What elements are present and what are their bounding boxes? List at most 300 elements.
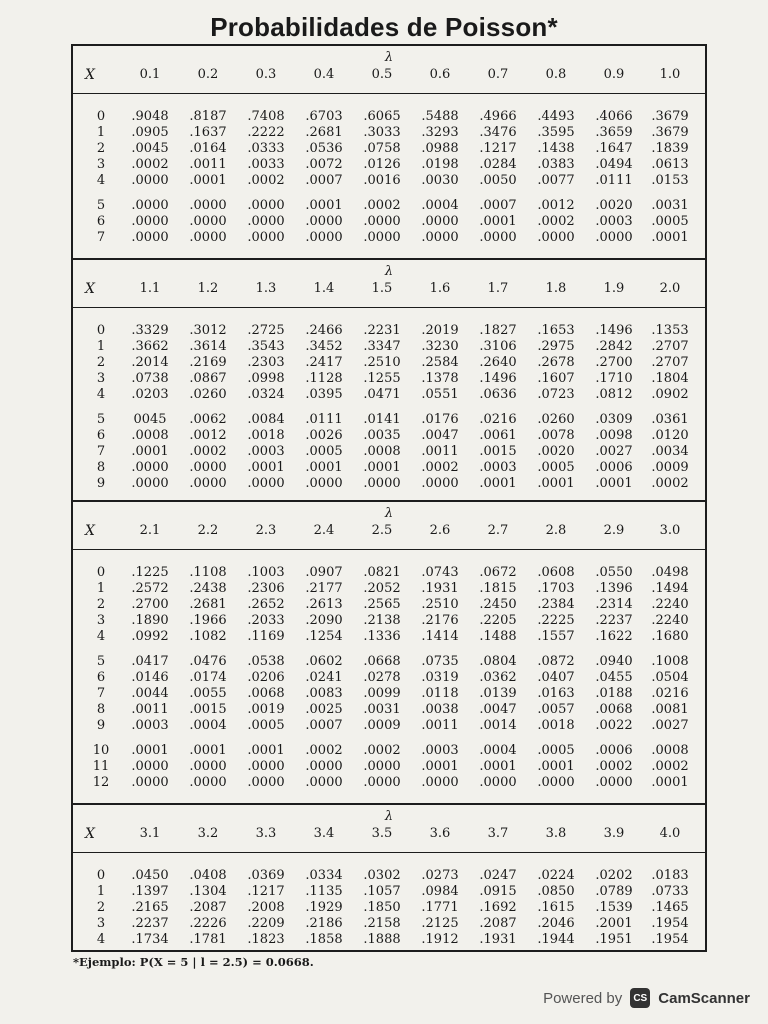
probability-cell: .0001	[189, 173, 227, 188]
probability-cell: .0000	[363, 759, 401, 774]
probability-cell: .1703	[537, 581, 575, 596]
probability-cell: .2450	[479, 597, 517, 612]
probability-cell: .1931	[421, 581, 459, 596]
table-row	[73, 198, 705, 214]
probability-cell: .0120	[651, 428, 689, 443]
probability-cell: .0636	[479, 387, 517, 402]
probability-cell: .0361	[651, 412, 689, 427]
probability-cell: .1839	[651, 141, 689, 156]
probability-cell: .0241	[305, 670, 343, 685]
probability-cell: .0613	[651, 157, 689, 172]
x-value: 0	[96, 565, 106, 580]
probability-cell: .2417	[305, 355, 343, 370]
probability-cell: .9048	[131, 109, 169, 124]
probability-cell: .2176	[421, 613, 459, 628]
probability-cell: .3452	[305, 339, 343, 354]
probability-cell: .0000	[421, 214, 459, 229]
probability-cell: .0988	[421, 141, 459, 156]
probability-cell: .0000	[247, 759, 285, 774]
probability-cell: .0476	[189, 654, 227, 669]
probability-cell: .0015	[479, 444, 517, 459]
probability-cell: .0188	[595, 686, 633, 701]
probability-cell: .2125	[421, 916, 459, 931]
probability-cell: .0163	[537, 686, 575, 701]
probability-cell: .7408	[247, 109, 285, 124]
probability-cell: .2033	[247, 613, 285, 628]
lambda-value: 3.5	[371, 826, 393, 841]
probability-cell: .0504	[651, 670, 689, 685]
probability-cell: .0026	[305, 428, 343, 443]
table-row	[73, 230, 705, 246]
header-divider	[73, 852, 705, 853]
probability-cell: .0011	[421, 444, 459, 459]
lambda-value: 2.8	[545, 523, 567, 538]
probability-cell: .0867	[189, 371, 227, 386]
probability-cell: .0471	[363, 387, 401, 402]
probability-cell: .1929	[305, 900, 343, 915]
probability-cell: .2725	[247, 323, 285, 338]
probability-cell: .0002	[189, 444, 227, 459]
probability-cell: .1781	[189, 932, 227, 947]
probability-cell: .0098	[595, 428, 633, 443]
probability-cell: .0260	[537, 412, 575, 427]
probability-cell: .0020	[595, 198, 633, 213]
probability-cell: .0062	[189, 412, 227, 427]
probability-cell: .0812	[595, 387, 633, 402]
probability-cell: .1353	[651, 323, 689, 338]
lambda-value: 4.0	[659, 826, 681, 841]
x-value: 0	[96, 109, 106, 124]
x-value: 7	[96, 444, 106, 459]
powered-by-text: Powered by	[543, 989, 623, 1007]
probability-cell: .0608	[537, 565, 575, 580]
probability-cell: .0068	[595, 702, 633, 717]
probability-cell: .0009	[651, 460, 689, 475]
probability-cell: .2186	[305, 916, 343, 931]
probability-cell: .0998	[247, 371, 285, 386]
footnote: *Ejemplo: P(X = 5 | l = 2.5) = 0.0668.	[73, 955, 314, 969]
probability-cell: .6703	[305, 109, 343, 124]
probability-cell: .0278	[363, 670, 401, 685]
probability-cell: .0498	[651, 565, 689, 580]
probability-cell: .1771	[421, 900, 459, 915]
lambda-value: 1.7	[487, 281, 509, 296]
lambda-value: 2.2	[197, 523, 219, 538]
probability-cell: .1008	[651, 654, 689, 669]
probability-cell: .0001	[537, 476, 575, 491]
row-group	[73, 109, 705, 189]
probability-cell: .0000	[595, 775, 633, 790]
table-row	[73, 460, 705, 476]
probability-cell: .2231	[363, 323, 401, 338]
probability-cell: .0000	[131, 214, 169, 229]
probability-cell: .2226	[189, 916, 227, 931]
probability-cell: .1108	[189, 565, 227, 580]
probability-cell: .0000	[189, 476, 227, 491]
probability-cell: .2510	[421, 597, 459, 612]
lambda-header-row	[73, 278, 705, 300]
probability-cell: .2138	[363, 613, 401, 628]
lambda-value: 2.0	[659, 281, 681, 296]
probability-cell: .2303	[247, 355, 285, 370]
probability-cell: .0203	[131, 387, 169, 402]
probability-cell: .0001	[305, 460, 343, 475]
probability-cell: .0821	[363, 565, 401, 580]
probability-cell: .0001	[305, 198, 343, 213]
probability-cell: .0027	[651, 718, 689, 733]
camscanner-name: CamScanner	[658, 989, 750, 1007]
probability-cell: .0984	[421, 884, 459, 899]
probability-cell: .0202	[595, 868, 633, 883]
probability-cell: .1966	[189, 613, 227, 628]
x-column-label: X	[85, 523, 95, 539]
probability-cell: .0068	[247, 686, 285, 701]
probability-cell: .0738	[131, 371, 169, 386]
probability-cell: .0907	[305, 565, 343, 580]
x-value: 5	[96, 412, 106, 427]
probability-cell: .2169	[189, 355, 227, 370]
probability-cell: .0000	[131, 775, 169, 790]
probability-cell: .0018	[247, 428, 285, 443]
x-value: 4	[96, 173, 106, 188]
probability-cell: .0198	[421, 157, 459, 172]
probability-cell: .0081	[651, 702, 689, 717]
probability-cell: .0000	[131, 460, 169, 475]
lambda-value: 0.8	[545, 67, 567, 82]
probability-cell: .0000	[363, 775, 401, 790]
probability-cell: .1710	[595, 371, 633, 386]
probability-cell: .0850	[537, 884, 575, 899]
probability-cell: .0000	[131, 198, 169, 213]
probability-cell: .1890	[131, 613, 169, 628]
probability-cell: .0083	[305, 686, 343, 701]
x-value: 3	[96, 916, 106, 931]
table-row	[73, 412, 705, 428]
x-value: 9	[96, 476, 106, 491]
probability-cell: .0872	[537, 654, 575, 669]
table-row	[73, 868, 705, 884]
table-section	[73, 803, 705, 955]
probability-cell: .3230	[421, 339, 459, 354]
probability-cell: .0111	[595, 173, 633, 188]
probability-cell: .0273	[421, 868, 459, 883]
probability-cell: .0216	[651, 686, 689, 701]
x-value: 1	[96, 125, 106, 140]
probability-cell: .2087	[189, 900, 227, 915]
probability-cell: .0022	[595, 718, 633, 733]
lambda-value: 2.1	[139, 523, 161, 538]
lambda-symbol: λ	[384, 809, 394, 824]
probability-cell: .2001	[595, 916, 633, 931]
probability-cell: .1858	[305, 932, 343, 947]
lambda-header-row	[73, 64, 705, 86]
probability-cell: .0668	[363, 654, 401, 669]
probability-cell: .2584	[421, 355, 459, 370]
lambda-value: 1.1	[139, 281, 161, 296]
probability-cell: .0006	[595, 743, 633, 758]
probability-cell: .0602	[305, 654, 343, 669]
probability-cell: .0000	[131, 173, 169, 188]
lambda-value: 0.7	[487, 67, 509, 82]
probability-cell: .2678	[537, 355, 575, 370]
x-value: 2	[96, 355, 106, 370]
table-row	[73, 613, 705, 629]
x-value: 2	[96, 597, 106, 612]
probability-cell: .0001	[479, 759, 517, 774]
probability-cell: .2681	[305, 125, 343, 140]
probability-cell: .2681	[189, 597, 227, 612]
lambda-value: 2.7	[487, 523, 509, 538]
probability-cell: .2240	[651, 613, 689, 628]
lambda-value: 3.1	[139, 826, 161, 841]
table-row	[73, 323, 705, 339]
probability-cell: .0126	[363, 157, 401, 172]
probability-cell: .0000	[247, 214, 285, 229]
probability-cell: .0000	[305, 775, 343, 790]
probability-cell: .0000	[537, 230, 575, 245]
probability-cell: .0003	[479, 460, 517, 475]
probability-cell: .0319	[421, 670, 459, 685]
probability-cell: .0407	[537, 670, 575, 685]
probability-cell: .0044	[131, 686, 169, 701]
probability-cell: .5488	[421, 109, 459, 124]
probability-cell: .0000	[421, 775, 459, 790]
probability-cell: .0550	[595, 565, 633, 580]
probability-cell: .1496	[595, 323, 633, 338]
probability-cell: .0031	[363, 702, 401, 717]
probability-cell: .2222	[247, 125, 285, 140]
probability-cell: .0000	[305, 214, 343, 229]
probability-cell: .2165	[131, 900, 169, 915]
lambda-value: 2.9	[603, 523, 625, 538]
probability-cell: .2572	[131, 581, 169, 596]
probability-cell: .3679	[651, 109, 689, 124]
x-value: 3	[96, 613, 106, 628]
probability-cell: .4966	[479, 109, 517, 124]
probability-cell: .1169	[247, 629, 285, 644]
probability-cell: .0905	[131, 125, 169, 140]
lambda-value: 3.7	[487, 826, 509, 841]
probability-cell: .2177	[305, 581, 343, 596]
probability-cell: .1539	[595, 900, 633, 915]
probability-cell: .0743	[421, 565, 459, 580]
probability-cell: .0008	[363, 444, 401, 459]
probability-cell: .0334	[305, 868, 343, 883]
probability-cell: .0260	[189, 387, 227, 402]
probability-cell: .2652	[247, 597, 285, 612]
lambda-value: 3.2	[197, 826, 219, 841]
probability-cell: .0153	[651, 173, 689, 188]
probability-cell: .2237	[131, 916, 169, 931]
table-row	[73, 476, 705, 492]
probability-cell: .0011	[189, 157, 227, 172]
probability-cell: .2707	[651, 355, 689, 370]
probability-cell: .2306	[247, 581, 285, 596]
probability-cell: .0362	[479, 670, 517, 685]
probability-cell: .0174	[189, 670, 227, 685]
probability-cell: .0000	[363, 214, 401, 229]
probability-cell: .1804	[651, 371, 689, 386]
table-row	[73, 900, 705, 916]
probability-cell: .0027	[595, 444, 633, 459]
lambda-value: 2.5	[371, 523, 393, 538]
lambda-value: 3.6	[429, 826, 451, 841]
probability-cell: .0001	[247, 743, 285, 758]
probability-cell: .0007	[305, 173, 343, 188]
probability-cell: .0309	[595, 412, 633, 427]
probability-cell: .0000	[247, 775, 285, 790]
probability-cell: .0216	[479, 412, 517, 427]
table-row	[73, 702, 705, 718]
probability-cell: .1496	[479, 371, 517, 386]
probability-cell: .1692	[479, 900, 517, 915]
probability-cell: .1944	[537, 932, 575, 947]
probability-cell: .0111	[305, 412, 343, 427]
lambda-header-row	[73, 823, 705, 845]
probability-cell: .0016	[363, 173, 401, 188]
probability-cell: .2510	[363, 355, 401, 370]
probability-cell: .3106	[479, 339, 517, 354]
probability-cell: .0002	[421, 460, 459, 475]
probability-cell: .2438	[189, 581, 227, 596]
probability-cell: .0735	[421, 654, 459, 669]
probability-cell: .4493	[537, 109, 575, 124]
probability-cell: .0002	[651, 476, 689, 491]
table-row	[73, 157, 705, 173]
probability-cell: .2466	[305, 323, 343, 338]
lambda-value: 1.9	[603, 281, 625, 296]
probability-cell: .0450	[131, 868, 169, 883]
probability-cell: .8187	[189, 109, 227, 124]
page-title: Probabilidades de Poisson*	[210, 12, 558, 42]
probability-cell: .0005	[305, 444, 343, 459]
probability-cell: .0000	[247, 198, 285, 213]
probability-cell: .0057	[537, 702, 575, 717]
probability-cell: .1615	[537, 900, 575, 915]
probability-cell: .0001	[189, 743, 227, 758]
probability-cell: .1082	[189, 629, 227, 644]
probability-cell: .0333	[247, 141, 285, 156]
probability-cell: .0001	[595, 476, 633, 491]
table-row	[73, 686, 705, 702]
x-value: 2	[96, 141, 106, 156]
probability-cell: .0008	[651, 743, 689, 758]
probability-cell: .2019	[421, 323, 459, 338]
probability-cell: .0084	[247, 412, 285, 427]
table-row	[73, 339, 705, 355]
probability-cell: .0455	[595, 670, 633, 685]
x-value: 7	[96, 230, 106, 245]
probability-cell: .0038	[421, 702, 459, 717]
probability-cell: .0551	[421, 387, 459, 402]
probability-cell: .1888	[363, 932, 401, 947]
table-row	[73, 654, 705, 670]
lambda-value: 1.5	[371, 281, 393, 296]
probability-cell: .0369	[247, 868, 285, 883]
probability-cell: .0000	[247, 476, 285, 491]
probability-cell: .0001	[651, 230, 689, 245]
probability-cell: .2975	[537, 339, 575, 354]
probability-cell: .2008	[247, 900, 285, 915]
table-row	[73, 932, 705, 948]
probability-cell: .1680	[651, 629, 689, 644]
table-row	[73, 444, 705, 460]
x-value: 1	[96, 339, 106, 354]
probability-cell: .4066	[595, 109, 633, 124]
lambda-value: 2.6	[429, 523, 451, 538]
probability-cell: .0395	[305, 387, 343, 402]
probability-cell: .0003	[595, 214, 633, 229]
probability-cell: .0536	[305, 141, 343, 156]
lambda-value: 3.9	[603, 826, 625, 841]
probability-cell: .1951	[595, 932, 633, 947]
probability-cell: .1647	[595, 141, 633, 156]
probability-cell: .0034	[651, 444, 689, 459]
probability-cell: .1057	[363, 884, 401, 899]
table-row	[73, 141, 705, 157]
probability-cell: .1128	[305, 371, 343, 386]
probability-cell: .0324	[247, 387, 285, 402]
probability-cell: .1396	[595, 581, 633, 596]
probability-cell: .2384	[537, 597, 575, 612]
probability-cell: .0284	[479, 157, 517, 172]
probability-cell: .0005	[247, 718, 285, 733]
probability-cell: .0001	[479, 476, 517, 491]
table-row	[73, 884, 705, 900]
probability-cell: .0004	[479, 743, 517, 758]
x-column-label: X	[85, 281, 95, 297]
x-value: 8	[96, 460, 106, 475]
probability-cell: .0047	[421, 428, 459, 443]
row-group	[73, 868, 705, 948]
probability-cell: .1254	[305, 629, 343, 644]
probability-cell: .2640	[479, 355, 517, 370]
lambda-value: 0.1	[139, 67, 161, 82]
probability-cell: .0000	[479, 230, 517, 245]
probability-cell: .0940	[595, 654, 633, 669]
probability-cell: .2052	[363, 581, 401, 596]
probability-cell: .0006	[595, 460, 633, 475]
probability-cell: .0000	[189, 460, 227, 475]
probability-cell: .0224	[537, 868, 575, 883]
x-value: 3	[96, 371, 106, 386]
probability-cell: .0723	[537, 387, 575, 402]
x-value: 11	[92, 759, 110, 774]
probability-cell: .3543	[247, 339, 285, 354]
probability-cell: .1397	[131, 884, 169, 899]
probability-cell: .1823	[247, 932, 285, 947]
probability-cell: .0045	[131, 141, 169, 156]
table-row	[73, 428, 705, 444]
probability-cell: .0000	[363, 230, 401, 245]
probability-cell: .0001	[363, 460, 401, 475]
probability-cell: .0072	[305, 157, 343, 172]
header-divider	[73, 307, 705, 308]
probability-cell: .1378	[421, 371, 459, 386]
probability-cell: .0014	[479, 718, 517, 733]
probability-cell: .3293	[421, 125, 459, 140]
probability-cell: .0672	[479, 565, 517, 580]
probability-cell: .0000	[305, 230, 343, 245]
lambda-value: 1.4	[313, 281, 335, 296]
probability-cell: .0012	[537, 198, 575, 213]
probability-cell: .0007	[305, 718, 343, 733]
probability-cell: .0005	[537, 460, 575, 475]
probability-cell: .1438	[537, 141, 575, 156]
table-row	[73, 565, 705, 581]
lambda-value: 0.2	[197, 67, 219, 82]
probability-cell: .0015	[189, 702, 227, 717]
